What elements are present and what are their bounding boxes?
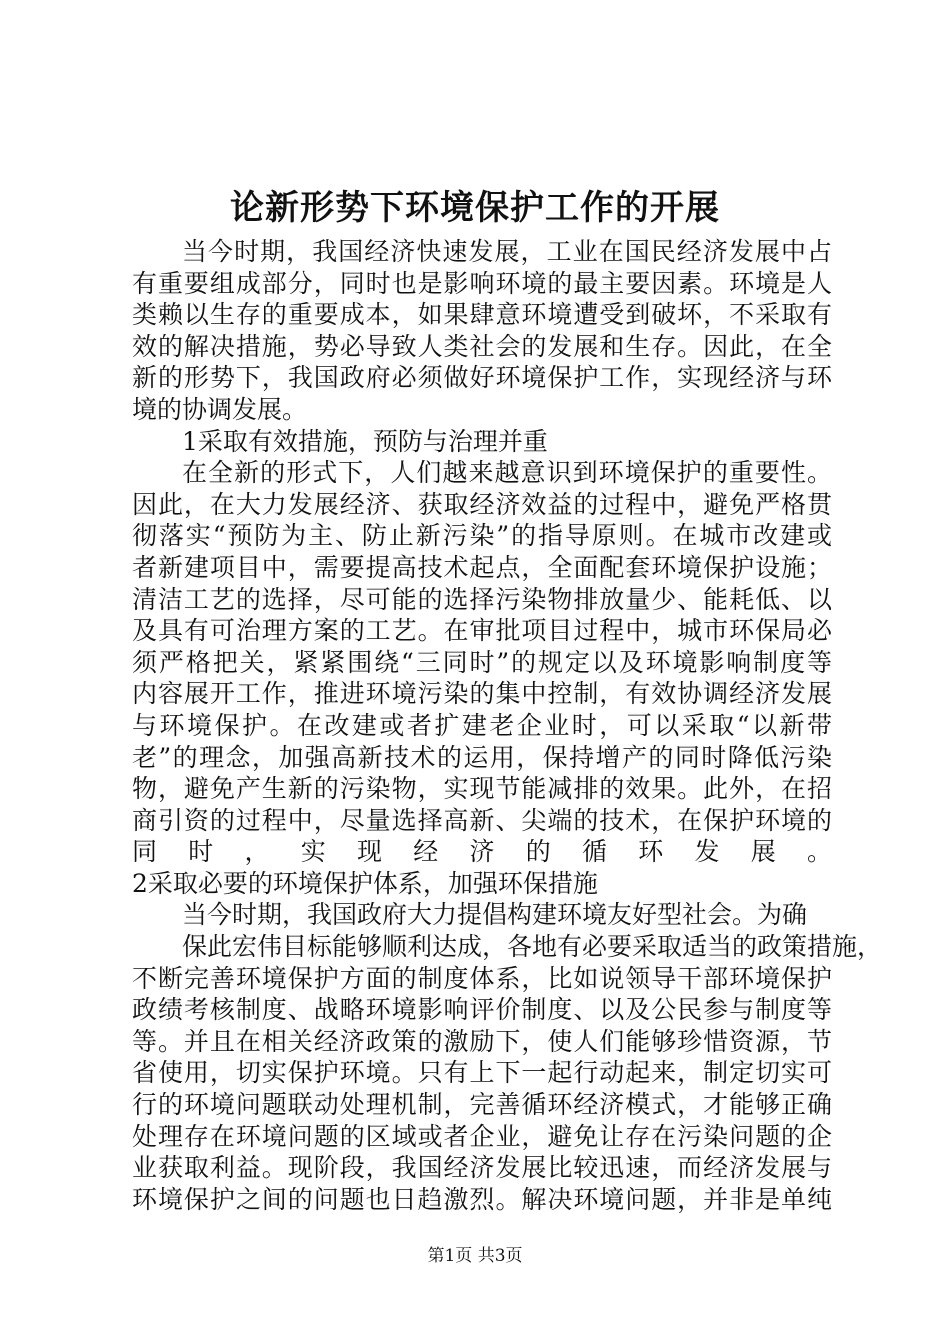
paragraph-line: 及具有可治理方案的工艺。在审批项目过程中，城市环保局必 xyxy=(132,616,832,646)
section-heading: 当今时期，我国政府大力提倡构建环境友好型社会。为确 xyxy=(182,900,808,930)
paragraph-line: 同时，实现经济的循环发展。 xyxy=(132,837,832,867)
paragraph-line: 老”的理念，加强高新技术的运用，保持增产的同时降低污染 xyxy=(132,742,832,772)
paragraph-line: 者新建项目中，需要提高技术起点，全面配套环境保护设施； xyxy=(132,552,832,582)
paragraph-line: 省使用，切实保护环境。只有上下一起行动起来，制定切实可 xyxy=(132,1058,832,1088)
paragraph-line: 处理存在环境问题的区域或者企业，避免让存在污染问题的企 xyxy=(132,1121,832,1151)
paragraph-line: 新的形势下，我国政府必须做好环境保护工作，实现经济与环 xyxy=(132,363,832,393)
paragraph-line: 清洁工艺的选择，尽可能的选择污染物排放量少、能耗低、以 xyxy=(132,584,832,614)
section-heading: 1采取有效措施，预防与治理并重 xyxy=(182,426,548,456)
paragraph-line: 2采取必要的环境保护体系，加强环保措施 xyxy=(132,868,598,898)
paragraph-line: 有重要组成部分，同时也是影响环境的最主要因素。环境是人 xyxy=(132,268,832,298)
paragraph-line: 当今时期，我国经济快速发展，工业在国民经济发展中占 xyxy=(182,237,832,266)
paragraph-line: 在全新的形式下，人们越来越意识到环境保护的重要性。 xyxy=(182,458,832,488)
document-title: 论新形势下环境保护工作的开展 xyxy=(230,188,720,228)
paragraph-line: 效的解决措施，势必导致人类社会的发展和生存。因此，在全 xyxy=(132,331,832,361)
paragraph-line: 类赖以生存的重要成本，如果肆意环境遭受到破坏，不采取有 xyxy=(132,300,832,330)
paragraph-line: 物，避免产生新的污染物，实现节能减排的效果。此外，在招 xyxy=(132,774,832,804)
paragraph-line: 彻落实“预防为主、防止新污染”的指导原则。在城市改建或 xyxy=(132,521,832,551)
document-body xyxy=(132,236,883,1215)
page-number-footer: 第1页 共3页 xyxy=(427,1246,523,1266)
paragraph-line: 行的环境问题联动处理机制，完善循环经济模式，才能够正确 xyxy=(132,1090,832,1120)
paragraph-line: 与环境保护。在改建或者扩建老企业时，可以采取“以新带 xyxy=(132,710,832,740)
paragraph-line: 内容展开工作，推进环境污染的集中控制，有效协调经济发展 xyxy=(132,679,832,709)
paragraph-line: 须严格把关，紧紧围绕“三同时”的规定以及环境影响制度等 xyxy=(132,647,832,677)
paragraph-line: 保此宏伟目标能够顺利达成，各地有必要采取适当的政策措施， xyxy=(182,932,883,962)
paragraph-line: 环境保护之间的问题也日趋激烈。解决环境问题，并非是单纯 xyxy=(132,1184,832,1214)
paragraph-line: 等。并且在相关经济政策的激励下，使人们能够珍惜资源，节 xyxy=(132,1026,832,1056)
paragraph-line: 业获取利益。现阶段，我国经济发展比较迅速，而经济发展与 xyxy=(132,1153,832,1183)
paragraph-line: 境的协调发展。 xyxy=(132,394,308,424)
paragraph-line: 不断完善环境保护方面的制度体系，比如说领导干部环境保护 xyxy=(132,963,832,993)
paragraph-line: 商引资的过程中，尽量选择高新、尖端的技术，在保护环境的 xyxy=(132,805,832,835)
paragraph-line: 因此，在大力发展经济、获取经济效益的过程中，避免严格贯 xyxy=(132,489,832,519)
paragraph-line: 政绩考核制度、战略环境影响评价制度、以及公民参与制度等 xyxy=(132,995,832,1025)
